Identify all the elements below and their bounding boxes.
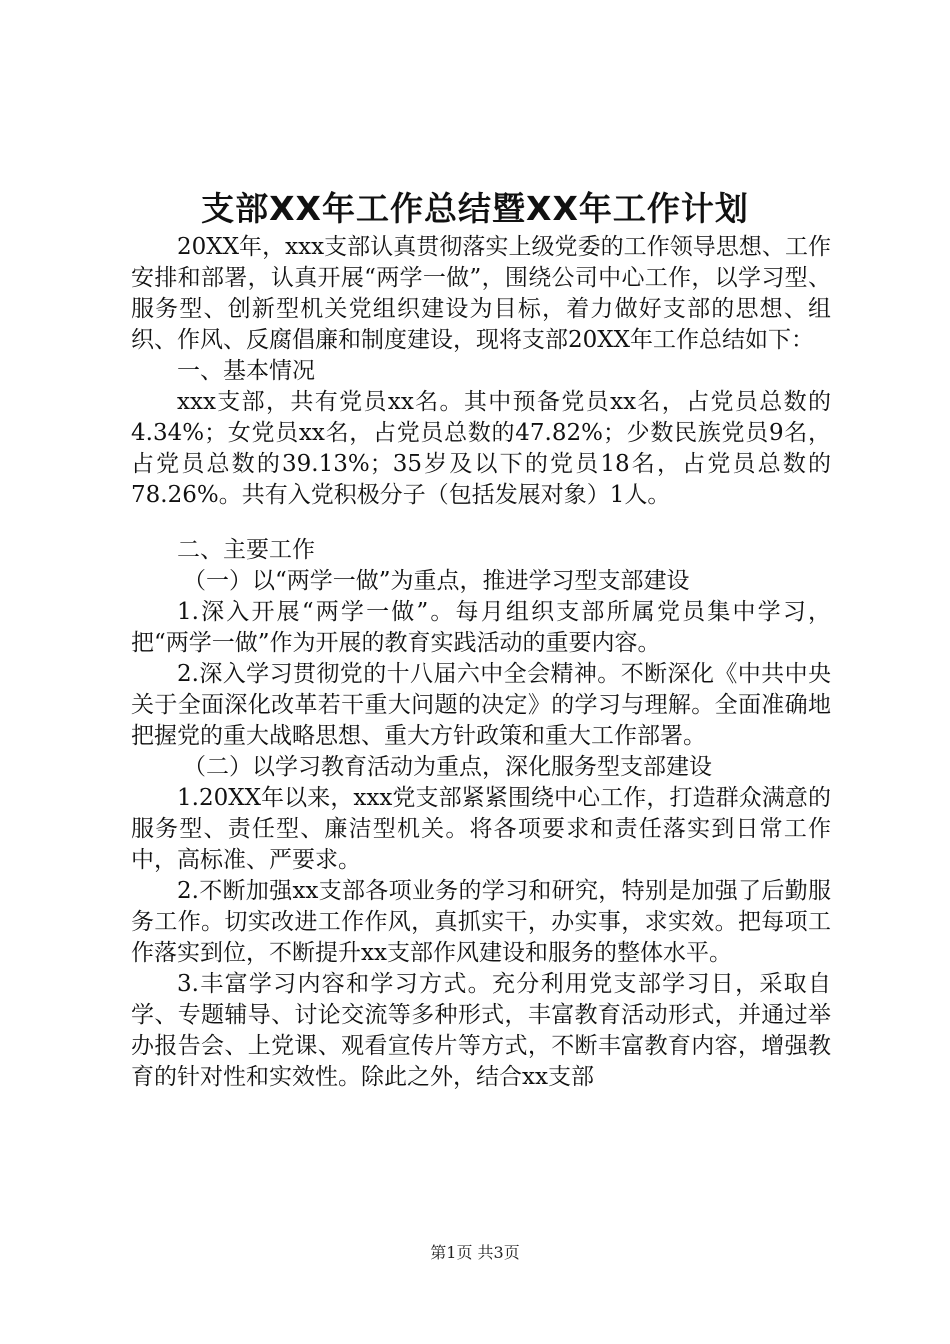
section-heading-main-work: 二、主要工作 [177,537,315,563]
learning-item-2: 2.深入学习贯彻党的十八届六中全会精神。不断深化《中共中央关于全面深化改革若干重大问题的决定》的学习与理解。全面准确地把握党的重大战略思想、重大方针政策和重大工作部署。 [131,661,831,749]
subsection-heading-service: （二）以学习教育活动为重点，深化服务型支部建设 [183,754,712,780]
document-title: 支部XX年工作总结暨XX年工作计划 [201,189,749,228]
paragraph-gap [131,511,831,535]
service-item-2: 2.不断加强xx支部各项业务的学习和研究，特别是加强了后勤服务工作。切实改进工作作风，真抓实干，办实事，求实效。把每项工作落实到位，不断提升xx支部作风建设和服务的整体水平。 [131,878,831,966]
service-item-1: 1.20XX年以来，xxx党支部紧紧围绕中心工作，打造群众满意的服务型、责任型、廉洁型机关。将各项要求和责任落实到日常工作中，高标准、严要求。 [131,785,831,873]
page-footer: 第1页 共3页 [430,1243,520,1262]
intro-paragraph: 20XX年，xxx支部认真贯彻落实上级党委的工作领导思想、工作安排和部署，认真开展“两学一做”，围绕公司中心工作，以学习型、服务型、创新型机关党组织建设为目标，着力做好支部的思想、组织、作风、反腐倡廉和制度建设，现将支部20XX年工作总结如下： [131,234,831,353]
basic-info-paragraph: xxx支部，共有党员xx名。其中预备党员xx名，占党员总数的4.34%；女党员xx名，占党员总数的47.82%；少数民族党员9名，占党员总数的39.13%；35岁及以下的党员18名，占党员总数的78.26%。共有入党积极分子（包括发展对象）1人。 [131,389,831,508]
section-heading-basic-info: 一、基本情况 [177,358,315,384]
document-body [131,232,831,1093]
service-item-3: 3.丰富学习内容和学习方式。充分利用党支部学习日，采取自学、专题辅导、讨论交流等多种形式，丰富教育活动形式，并通过举办报告会、上党课、观看宣传片等方式，不断丰富教育内容，增强教育的针对性和实效性。除此之外，结合xx支部 [131,971,831,1090]
learning-item-1: 1.深入开展“两学一做”。每月组织支部所属党员集中学习，把“两学一做”作为开展的教育实践活动的重要内容。 [131,599,831,656]
subsection-heading-learning: （一）以“两学一做”为重点，推进学习型支部建设 [183,568,690,594]
